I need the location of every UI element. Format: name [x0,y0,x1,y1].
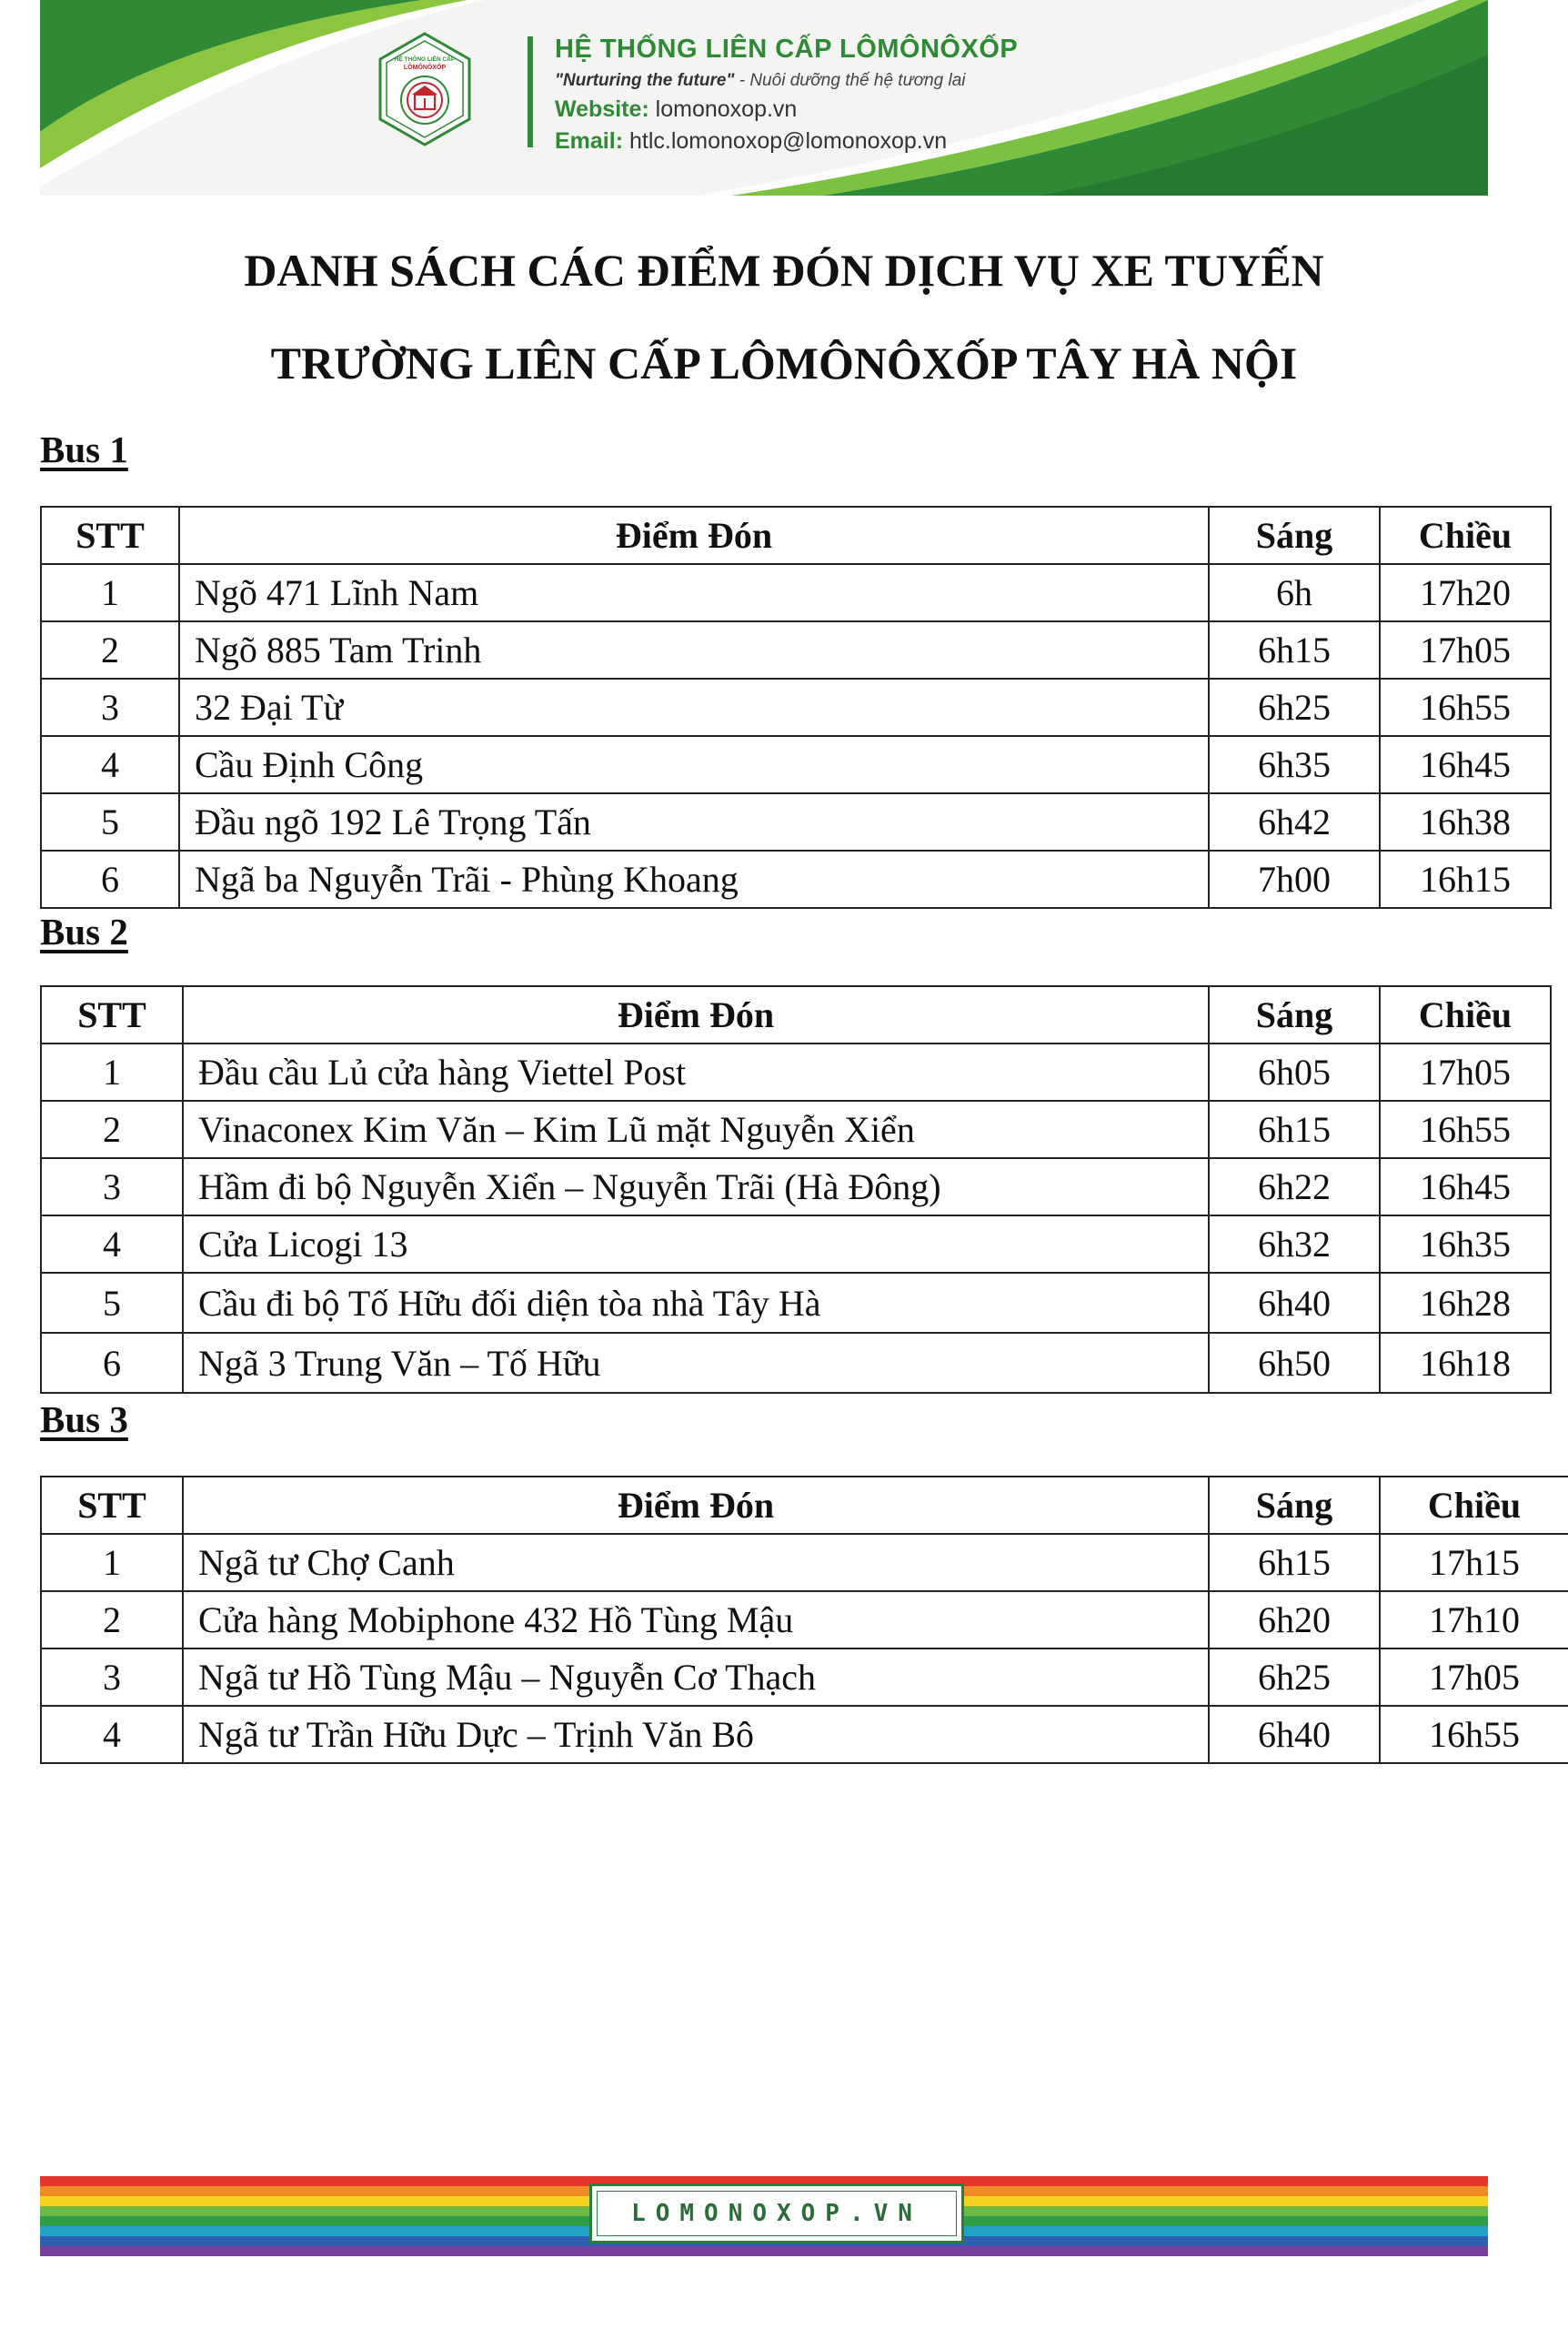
row-morning: 6h15 [1209,1534,1380,1591]
page-title-line-1: DANH SÁCH CÁC ĐIỂM ĐÓN DỊCH VỤ XE TUYẾN [244,245,1324,296]
footer-site-box[interactable] [589,2183,964,2243]
tagline-vietnamese: - Nuôi dưỡng thế hệ tương lai [734,71,966,90]
website-line [555,96,797,123]
row-stt: 1 [41,1534,183,1591]
school-logo [375,31,475,147]
col-morning-header: Sáng [1209,507,1380,564]
row-stt: 6 [41,851,179,908]
table-row [41,1215,1551,1273]
footer-banner [40,2176,1488,2256]
row-morning: 6h15 [1209,621,1380,679]
table-header-row [41,507,1551,564]
row-stt: 3 [41,1648,183,1706]
row-place: Ngã tư Chợ Canh [183,1534,1209,1591]
row-stt: 2 [41,621,179,679]
row-stt: 4 [41,1706,183,1763]
row-morning: 6h [1209,564,1380,621]
bus-2-table [40,985,1552,1394]
table-row [41,736,1551,793]
row-afternoon: 17h05 [1380,621,1551,679]
table-row [41,1273,1551,1333]
bus-1-table [40,506,1552,909]
row-place: Đầu cầu Lủ cửa hàng Viettel Post [183,1044,1209,1101]
row-afternoon: 16h18 [1380,1333,1551,1393]
row-place: Cửa hàng Mobiphone 432 Hồ Tùng Mậu [183,1591,1209,1648]
logo-top-text: HỆ THỐNG LIÊN CẤP [394,56,456,63]
page-title-line-2: TRƯỜNG LIÊN CẤP LÔMÔNÔXỐP TÂY HÀ NỘI [270,338,1298,388]
table-row [41,679,1551,736]
header-banner [40,0,1488,196]
row-morning: 6h20 [1209,1591,1380,1648]
table-header-row [41,1477,1568,1534]
email-line [555,128,947,155]
row-morning: 6h05 [1209,1044,1380,1101]
row-morning: 6h22 [1209,1158,1380,1215]
row-morning: 6h42 [1209,793,1380,851]
table-row [41,621,1551,679]
row-place: Ngã 3 Trung Văn – Tố Hữu [183,1333,1209,1393]
col-afternoon-header: Chiều [1380,1477,1568,1534]
row-stt: 2 [41,1101,183,1158]
bus-1-label: Bus 1 [40,428,128,470]
logo-name-text: LÔMÔNÔXỐP [403,65,447,71]
website-label: Website: [555,96,649,122]
col-stt-header: STT [41,507,179,564]
row-place: Ngã tư Trần Hữu Dực – Trịnh Văn Bô [183,1706,1209,1763]
row-stt: 1 [41,1044,183,1101]
row-morning: 6h25 [1209,679,1380,736]
row-place: 32 Đại Từ [179,679,1209,736]
row-afternoon: 17h10 [1380,1591,1568,1648]
row-afternoon: 16h45 [1380,736,1551,793]
row-stt: 3 [41,679,179,736]
table-row [41,1591,1568,1648]
row-stt: 1 [41,564,179,621]
table-row [41,1648,1568,1706]
col-afternoon-header: Chiều [1380,507,1551,564]
row-morning: 7h00 [1209,851,1380,908]
footer-site-text: LOMONOXOP.VN [597,2191,957,2236]
website-value[interactable]: lomonoxop.vn [648,96,798,122]
row-afternoon: 16h45 [1380,1158,1551,1215]
row-morning: 6h15 [1209,1101,1380,1158]
bus-3-table [40,1476,1568,1764]
row-place: Cầu Định Công [179,736,1209,793]
row-stt: 5 [41,1273,183,1333]
col-stt-header: STT [41,1477,183,1534]
col-morning-header: Sáng [1209,986,1380,1044]
email-label: Email: [555,128,624,154]
row-place: Ngã ba Nguyễn Trãi - Phùng Khoang [179,851,1209,908]
table-row [41,1534,1568,1591]
row-place: Cầu đi bộ Tố Hữu đối diện tòa nhà Tây Hà [183,1273,1209,1333]
table-row [41,793,1551,851]
row-afternoon: 16h55 [1380,1706,1568,1763]
row-afternoon: 16h38 [1380,793,1551,851]
brand-name: HỆ THỐNG LIÊN CẤP LÔMÔNÔXỐP [555,35,1019,64]
row-morning: 6h40 [1209,1706,1380,1763]
row-place: Ngõ 471 Lĩnh Nam [179,564,1209,621]
row-stt: 3 [41,1158,183,1215]
row-afternoon: 16h35 [1380,1215,1551,1273]
row-place: Ngõ 885 Tam Trinh [179,621,1209,679]
row-stt: 4 [41,1215,183,1273]
col-place-header: Điểm Đón [183,1477,1209,1534]
table-row [41,564,1551,621]
row-afternoon: 17h05 [1380,1044,1551,1101]
brand-tagline [555,71,966,91]
email-value[interactable]: htlc.lomonoxop@lomonoxop.vn [623,128,948,154]
table-row [41,1044,1551,1101]
row-place: Vinaconex Kim Văn – Kim Lũ mặt Nguyễn Xiển [183,1101,1209,1158]
row-morning: 6h25 [1209,1648,1380,1706]
row-morning: 6h32 [1209,1215,1380,1273]
bus-3-label: Bus 3 [40,1398,128,1440]
row-stt: 5 [41,793,179,851]
row-place: Ngã tư Hồ Tùng Mậu – Nguyễn Cơ Thạch [183,1648,1209,1706]
col-morning-header: Sáng [1209,1477,1380,1534]
row-stt: 2 [41,1591,183,1648]
col-place-header: Điểm Đón [179,507,1209,564]
row-morning: 6h35 [1209,736,1380,793]
table-row [41,851,1551,908]
table-row [41,1101,1551,1158]
row-afternoon: 16h28 [1380,1273,1551,1333]
row-place: Cửa Licogi 13 [183,1215,1209,1273]
row-morning: 6h40 [1209,1273,1380,1333]
table-row [41,1706,1568,1763]
row-place: Đầu ngõ 192 Lê Trọng Tấn [179,793,1209,851]
col-afternoon-header: Chiều [1380,986,1551,1044]
row-afternoon: 16h55 [1380,1101,1551,1158]
table-row [41,1333,1551,1393]
row-place: Hầm đi bộ Nguyễn Xiển – Nguyễn Trãi (Hà Đông) [183,1158,1209,1215]
row-afternoon: 17h15 [1380,1534,1568,1591]
row-afternoon: 16h55 [1380,679,1551,736]
tagline-english: "Nurturing the future" [555,71,735,90]
row-afternoon: 17h20 [1380,564,1551,621]
divider-bar [528,36,533,147]
col-stt-header: STT [41,986,183,1044]
row-afternoon: 16h15 [1380,851,1551,908]
table-row [41,1158,1551,1215]
col-place-header: Điểm Đón [183,986,1209,1044]
row-afternoon: 17h05 [1380,1648,1568,1706]
table-header-row [41,986,1551,1044]
bus-2-label: Bus 2 [40,911,128,953]
row-stt: 4 [41,736,179,793]
row-morning: 6h50 [1209,1333,1380,1393]
row-stt: 6 [41,1333,183,1393]
